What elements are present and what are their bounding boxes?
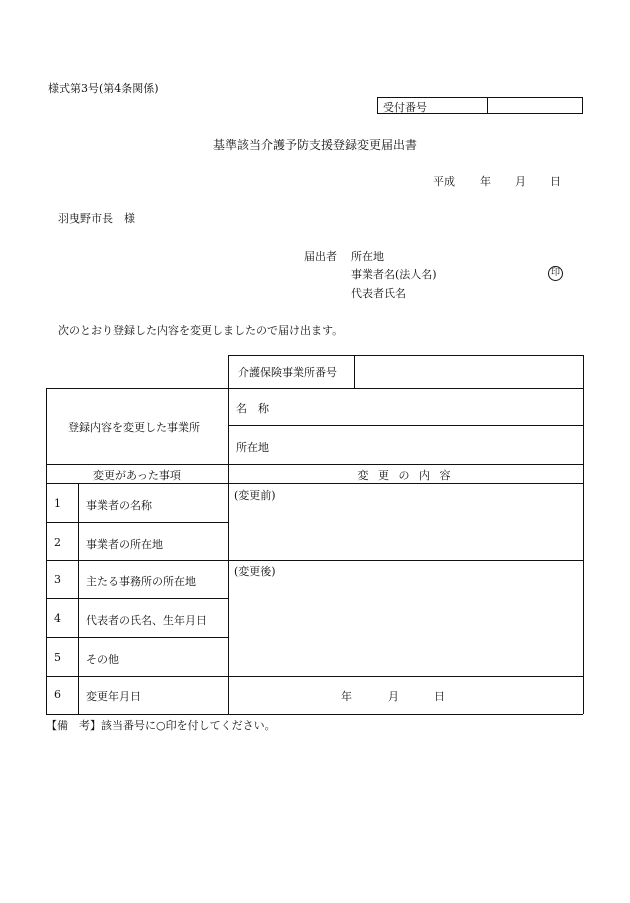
- notifier-label: 届出者: [304, 250, 337, 263]
- change-date-month: 月: [388, 690, 399, 703]
- reception-number-label: 受付番号: [383, 101, 427, 114]
- change-date-year: 年: [341, 690, 352, 703]
- form-number: 様式第3号(第4条関係): [48, 82, 159, 95]
- date-day: 日: [550, 175, 561, 188]
- office-address-label: 所在地: [236, 441, 269, 454]
- item-number-1: 1: [54, 497, 61, 510]
- item-number-3: 3: [54, 573, 61, 586]
- registered-office-label: 登録内容を変更した事業所: [68, 421, 200, 434]
- office-name-label: 名 称: [236, 402, 269, 415]
- representative-name-label: 代表者氏名: [351, 287, 406, 300]
- header-change-contents: 変 更 の 内 容: [357, 469, 454, 482]
- item-label-4: 代表者の氏名、生年月日: [86, 614, 207, 627]
- item-number-5: 5: [54, 651, 61, 664]
- date-era: 平成: [433, 175, 455, 188]
- date-year: 年: [480, 175, 491, 188]
- notifier-address-label: 所在地: [351, 250, 384, 263]
- change-date-day: 日: [434, 690, 445, 703]
- item-number-2: 2: [54, 536, 61, 549]
- remarks-note: 【備 考】該当番号に○印を付してください。: [46, 719, 276, 732]
- before-change-label: (変更前): [234, 489, 276, 502]
- item-label-2: 事業者の所在地: [86, 538, 163, 551]
- item-label-6: 変更年月日: [86, 690, 141, 703]
- statement-text: 次のとおり登録した内容を変更しましたので届け出ます。: [58, 324, 344, 337]
- after-change-label: (変更後): [234, 565, 276, 578]
- business-name-label: 事業者名(法人名): [351, 268, 437, 281]
- addressee: 羽曳野市長 様: [58, 212, 135, 225]
- seal-mark: 印: [548, 265, 563, 281]
- date-month: 月: [515, 175, 526, 188]
- office-number-label: 介護保険事業所番号: [238, 366, 337, 379]
- item-label-3: 主たる事務所の所在地: [86, 575, 196, 588]
- document-title: 基準該当介護予防支援登録変更届出書: [212, 138, 417, 152]
- header-changed-items: 変更があった事項: [93, 469, 181, 482]
- item-number-6: 6: [54, 688, 61, 701]
- item-number-4: 4: [54, 612, 61, 625]
- item-label-1: 事業者の名称: [86, 499, 152, 512]
- item-label-5: その他: [86, 653, 119, 666]
